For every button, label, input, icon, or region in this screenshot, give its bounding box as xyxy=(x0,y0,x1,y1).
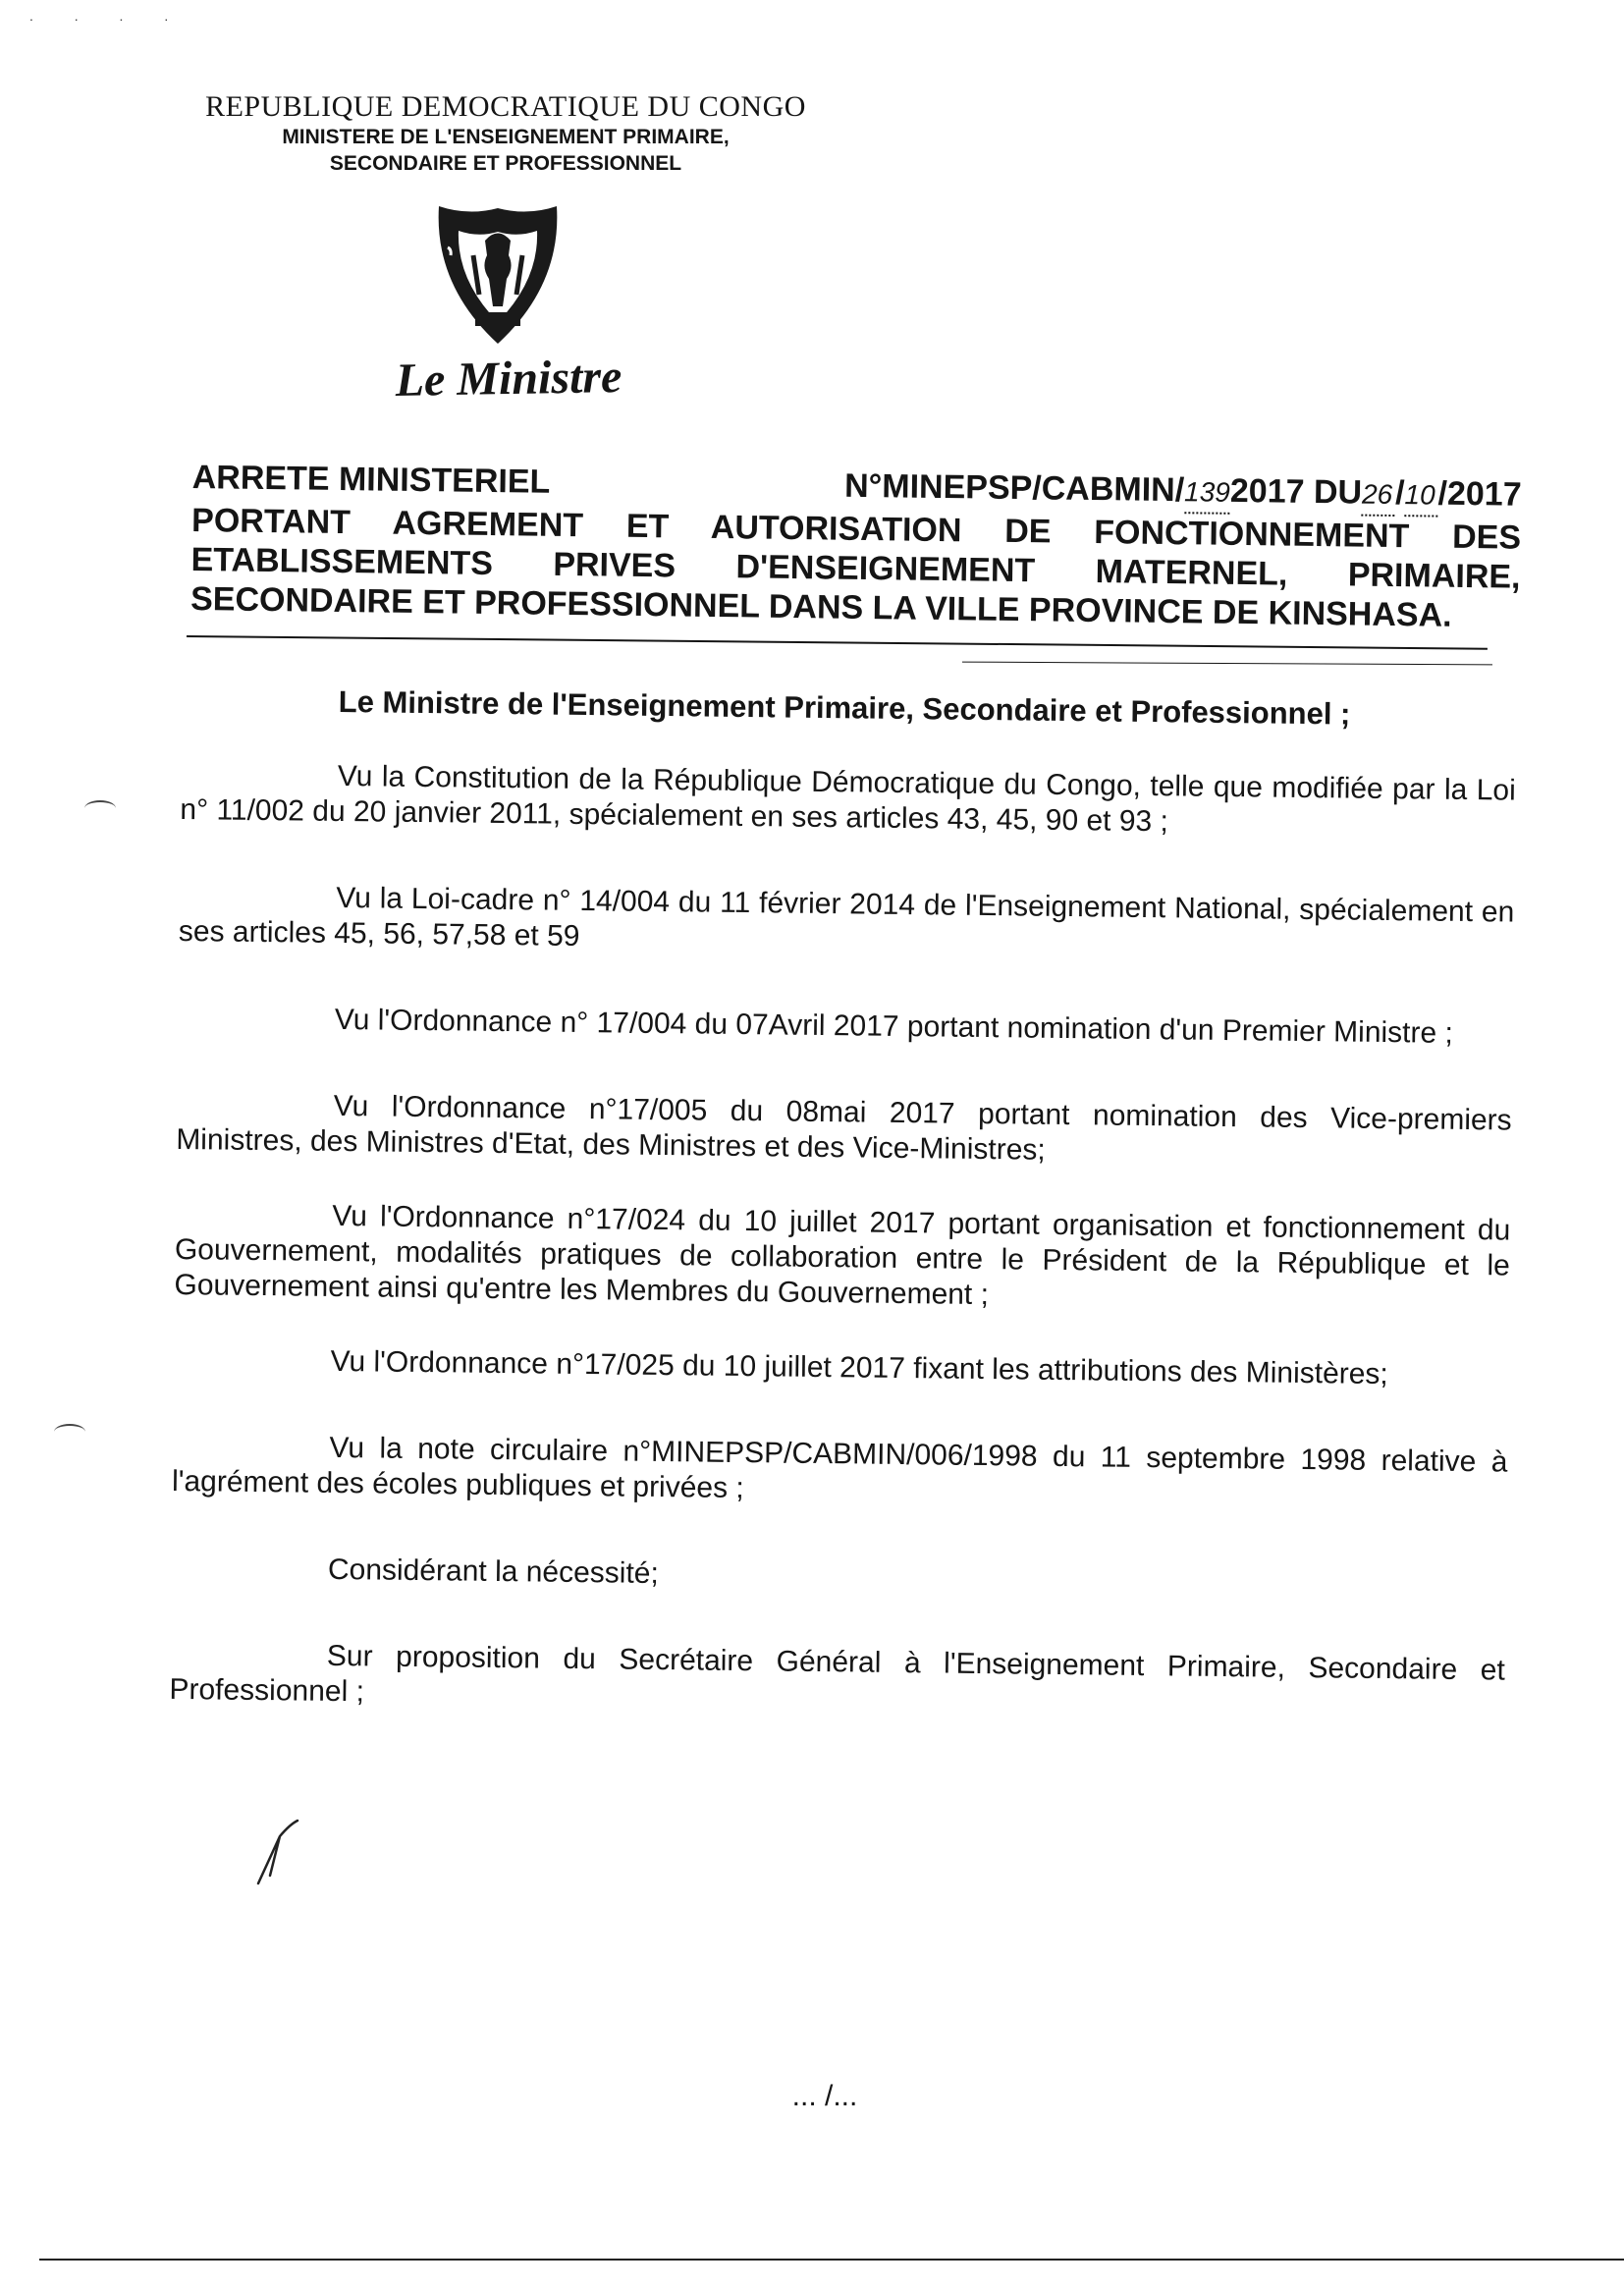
recital-ordonnance-17-024: Vu l'Ordonnance n°17/024 du 10 juillet 2017 portant organisation et fonctionnement du Gouvernement, modalités pratiques de collaboration entre le Président de la République et le Gouvernement ainsi qu'entre les Membres du Gouvernement ; xyxy=(174,1199,1511,1312)
republic-name: REPUBLIQUE DEMOCRATIQUE DU CONGO xyxy=(205,90,806,123)
ministry-line-2: SECONDAIRE ET PROFESSIONNEL xyxy=(329,152,682,175)
decree-day: 26 xyxy=(1362,475,1396,517)
title-underline xyxy=(187,635,1488,650)
scan-mark xyxy=(84,800,116,816)
page-continuation: ... /... xyxy=(791,2080,858,2112)
recital-loi-cadre: Vu la Loi-cadre n° 14/004 du 11 février 2014 de l'Enseignement National, spécialement en ses articles 45, 56, 57,58 et 59 xyxy=(178,881,1515,953)
decree-type: ARRETE MINISTERIEL xyxy=(191,458,551,501)
title-underline-short xyxy=(962,662,1492,666)
page-bottom-rule xyxy=(39,2259,1624,2261)
ministry-line-1: MINISTERE DE L'ENSEIGNEMENT PRIMAIRE, xyxy=(282,126,730,148)
recital-ordonnance-17-005: Vu l'Ordonnance n°17/005 du 08mai 2017 portant nomination des Vice-premiers Ministres, des Ministres d'Etat, des Ministres et des Vice-Ministres; xyxy=(176,1089,1512,1167)
recital-constitution: Vu la Constitution de la République Démocratique du Congo, telle que modifiée par la Loi n° 11/002 du 20 janvier 2011, spécialement en ses articles 43, 45, 90 et 93 ; xyxy=(180,759,1516,839)
scan-specks: ˙ ˙ ˙ ˙ xyxy=(29,18,188,34)
decree-reference: N°MINEPSP/CABMIN/1392017 DU26/10/2017 xyxy=(844,466,1522,518)
scan-mark xyxy=(54,1424,85,1440)
preamble-intro: Le Ministre de l'Enseignement Primaire, Secondaire et Professionnel ; xyxy=(338,683,1351,732)
decree-number: 139 xyxy=(1184,472,1230,515)
decree-month: 10 xyxy=(1404,475,1438,517)
decree-title xyxy=(190,458,1522,636)
minister-title: Le Ministre xyxy=(395,350,623,408)
decree-body xyxy=(169,682,1517,1775)
coat-of-arms-icon xyxy=(424,196,571,354)
handwritten-initial-icon xyxy=(250,1819,309,1887)
letterhead xyxy=(187,90,825,177)
recital-note-circulaire: Vu la note circulaire n°MINEPSP/CABMIN/006/1998 du 11 septembre 1998 relative à l'agrément des écoles publiques et privées ; xyxy=(171,1431,1508,1505)
recital-ordonnance-17-025: Vu l'Ordonnance n°17/025 du 10 juillet 2017 fixant les attributions des Ministères; xyxy=(330,1344,1388,1391)
decree-subject-line-2: ETABLISSEMENTS PRIVES D'ENSEIGNEMENT MATERNEL, PRIMAIRE, xyxy=(190,540,1521,596)
recital-proposition: Sur proposition du Secrétaire Général à l'Enseignement Primaire, Secondaire et Professionnel ; xyxy=(169,1639,1506,1709)
recital-necessite: Considérant la nécessité; xyxy=(327,1553,660,1591)
decree-subject-line-1: PORTANT AGREMENT ET AUTORISATION DE FONCTIONNEMENT DES xyxy=(190,501,1522,557)
recital-ordonnance-17-004: Vu l'Ordonnance n° 17/004 du 07Avril 2017 portant nomination d'un Premier Ministre ; xyxy=(334,1003,1454,1050)
decree-subject-line-3: SECONDAIRE ET PROFESSIONNEL DANS LA VILLE PROVINCE DE KINSHASA. xyxy=(189,579,1452,634)
